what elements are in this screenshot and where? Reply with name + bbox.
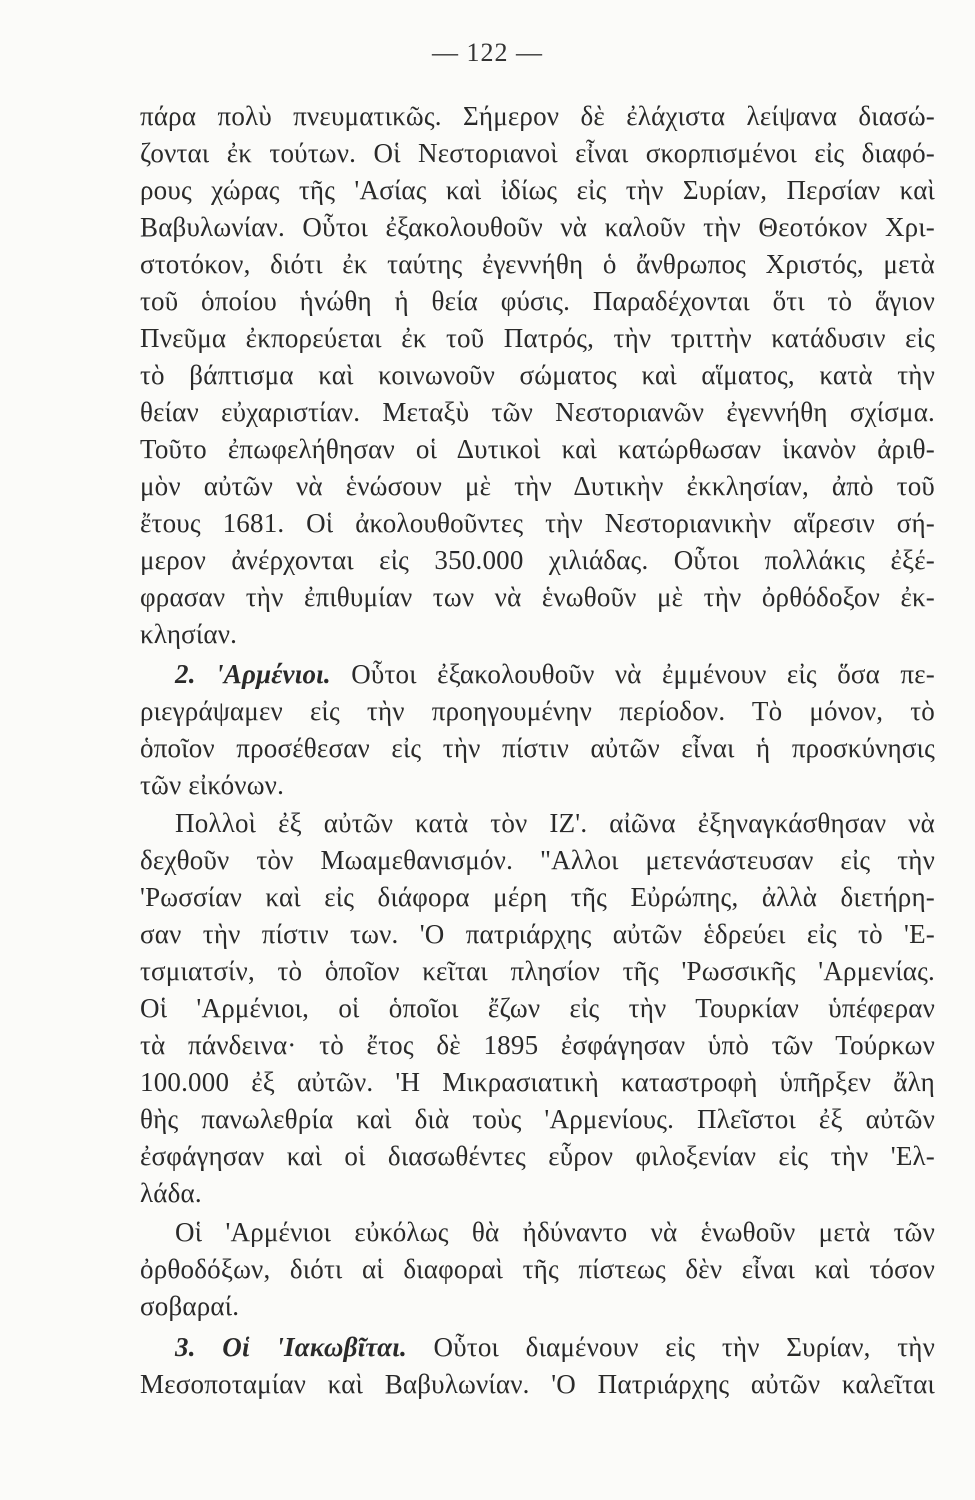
text-line: στοτόκον, διότι ἐκ ταύτης ἐγεννήθη ὁ ἄνθρωπος Χριστός, μετὰ bbox=[140, 249, 935, 279]
text-line: 100.000 ἐξ αὐτῶν. 'Η Μικρασιατικὴ καταστροφὴ ὑπῆρξεν ἄλη bbox=[140, 1067, 935, 1097]
text-line: σαν τὴν πίστιν των. 'Ο πατριάρχης αὐτῶν ἑδρεύει εἰς τὸ 'Ε- bbox=[140, 919, 935, 949]
text-line: Μεσοποταμίαν καὶ Βαβυλωνίαν. 'Ο Πατριάρχης αὐτῶν καλεῖται bbox=[140, 1369, 935, 1399]
text-line: θείαν εὐχαριστίαν. Μεταξὺ τῶν Νεστοριανῶν ἐγεννήθη σχίσμα. bbox=[140, 397, 935, 427]
text-line: θὴς πανωλεθρία καὶ διὰ τοὺς 'Αρμενίους. Πλεῖστοι ἐξ αὐτῶν bbox=[140, 1104, 935, 1134]
text-line: τὸ βάπτισμα καὶ κοινωνοῦν σώματος καὶ αἵματος, κατὰ τὴν bbox=[140, 360, 935, 390]
text-line: Οἱ 'Αρμένιοι, οἱ ὁποῖοι ἔζων εἰς τὴν Τουρκίαν ὑπέφεραν bbox=[140, 993, 935, 1023]
text-line: ρους χώρας τῆς 'Ασίας καὶ ἰδίως εἰς τὴν Συρίαν, Περσίαν καὶ bbox=[140, 175, 935, 205]
page-number: — 122 — bbox=[432, 38, 543, 67]
text-line: ἔτους 1681. Οἱ ἀκολουθοῦντες τὴν Νεστοριανικὴν αἵρεσιν σή- bbox=[140, 508, 935, 538]
text-line: μερον ἀνέρχονται εἰς 350.000 χιλιάδας. Οὗτοι πολλάκις ἐξέ- bbox=[140, 545, 935, 575]
text-line: κλησίαν. bbox=[140, 619, 238, 649]
text-line: φρασαν τὴν ἐπιθυμίαν των νὰ ἑνωθοῦν μὲ τὴν ὀρθόδοξον ἐκ- bbox=[140, 582, 935, 612]
section-heading-line bbox=[175, 656, 935, 692]
text-line: Πνεῦμα ἐκπορεύεται ἐκ τοῦ Πατρός, τὴν τριττὴν κατάδυσιν εἰς bbox=[140, 323, 935, 353]
text-line: Πολλοὶ ἐξ αὐτῶν κατὰ τὸν ΙΖ'. αἰῶνα ἐξηναγκάσθησαν νὰ bbox=[175, 808, 935, 838]
text-line: λάδα. bbox=[140, 1178, 202, 1208]
page-text bbox=[140, 98, 940, 1488]
text-span: Οὗτοι ἐξακολουθοῦν νὰ ἐμμένουν εἰς ὅσα πε- bbox=[330, 659, 935, 689]
text-line: ὁποῖον προσέθεσαν εἰς τὴν πίστιν αὐτῶν εἶναι ἡ προσκύνησις bbox=[140, 733, 935, 763]
text-line: τσμιατσίν, τὸ ὁποῖον κεῖται πλησίον τῆς 'Ρωσσικῆς 'Αρμενίας. bbox=[140, 956, 935, 986]
text-line: δεχθοῦν τὸν Μωαμεθανισμόν. "Αλλοι μετενάστευσαν εἰς τὴν bbox=[140, 845, 935, 875]
section-heading-line bbox=[175, 1329, 935, 1365]
text-span: Οὗτοι διαμένουν εἰς τὴν Συρίαν, τὴν bbox=[406, 1332, 935, 1362]
text-line: Βαβυλωνίαν. Οὗτοι ἐξακολουθοῦν νὰ καλοῦν τὴν Θεοτόκον Χρι- bbox=[140, 212, 935, 242]
text-line: 'Ρωσσίαν καὶ εἰς διάφορα μέρη τῆς Εὐρώπης, ἀλλὰ διετήρη- bbox=[140, 882, 935, 912]
text-line: ζονται ἐκ τούτων. Οἱ Νεστοριανοὶ εἶναι σκορπισμένοι εἰς διαφό- bbox=[140, 138, 935, 168]
section-heading-armenians: 2. 'Αρμένιοι. bbox=[175, 659, 331, 689]
text-line: τῶν εἰκόνων. bbox=[140, 770, 285, 800]
text-line: ριεγράψαμεν εἰς τὴν προηγουμένην περίοδον. Τὸ μόνον, τὸ bbox=[140, 696, 935, 726]
text-line: σοβαραί. bbox=[140, 1291, 240, 1321]
text-line: ὀρθοδόξων, διότι αἱ διαφοραὶ τῆς πίστεως δὲν εἶναι καὶ τόσον bbox=[140, 1254, 935, 1284]
text-line: τὰ πάνδεινα· τὸ ἔτος δὲ 1895 ἐσφάγησαν ὑπὸ τῶν Τούρκων bbox=[140, 1030, 935, 1060]
text-line: Τοῦτο ἐπωφελήθησαν οἱ Δυτικοὶ καὶ κατώρθωσαν ἱκανὸν ἀριθ- bbox=[140, 434, 935, 464]
text-line: ἐσφάγησαν καὶ οἱ διασωθέντες εὗρον φιλοξενίαν εἰς τὴν 'Ελ- bbox=[140, 1141, 935, 1171]
text-line: μὸν αὐτῶν νὰ ἑνώσουν μὲ τὴν Δυτικὴν ἐκκλησίαν, ἀπὸ τοῦ bbox=[140, 471, 935, 501]
text-line: πάρα πολὺ πνευματικῶς. Σήμερον δὲ ἐλάχιστα λείψανα διασώ- bbox=[140, 101, 935, 131]
section-heading-jacobites: 3. Οἱ 'Ιακωβῖται. bbox=[175, 1332, 407, 1362]
text-line: Οἱ 'Αρμένιοι εὐκόλως θὰ ἠδύναντο νὰ ἑνωθοῦν μετὰ τῶν bbox=[175, 1217, 935, 1247]
text-line: τοῦ ὁποίου ἡνώθη ἡ θεία φύσις. Παραδέχονται ὅτι τὸ ἅγιον bbox=[140, 286, 935, 316]
